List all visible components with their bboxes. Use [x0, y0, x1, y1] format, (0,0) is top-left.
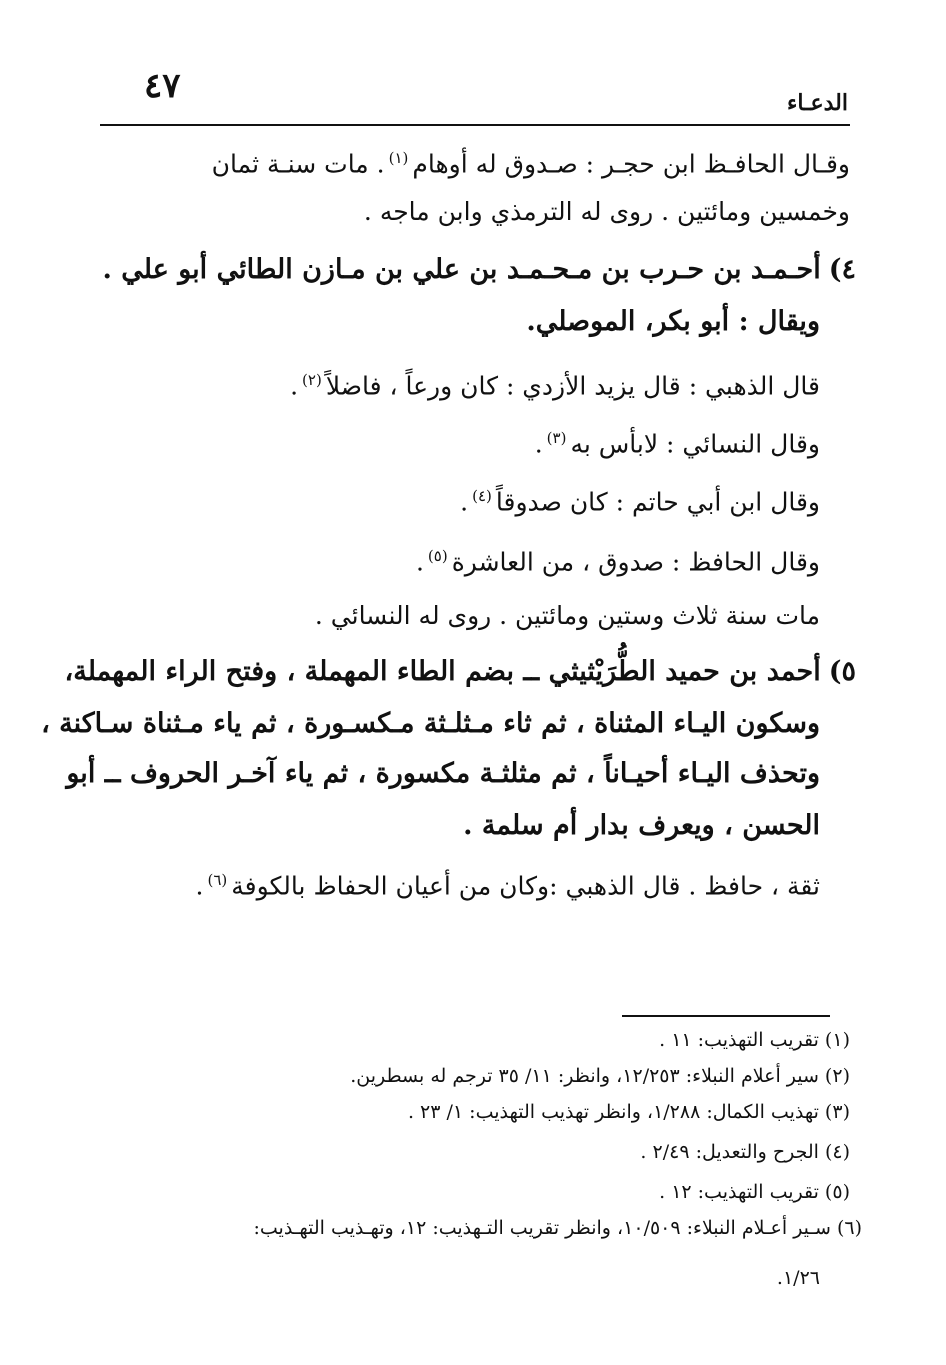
footnote: (٦) سـير أعـلام النبلاء: ١٠/٥٠٩، وانظر تقريب التـهذيب: ١٢، وتهـذيب التهـذيب:: [253, 1217, 862, 1239]
footnote: (٥) تقريب التهذيب: ١٢ .: [659, 1181, 850, 1203]
text-line: وقـال الحافـظ ابن حجـر : صـدوق له أوهام$^{(١)}$. مات سنـة ثمان: [211, 149, 850, 179]
quote-line: وقال الحافظ : صدوق ، من العاشرة$^{(٥)}$.: [415, 547, 820, 577]
entry-5-line: وسكون اليـاء المثناة ، ثم ثاء مـثلـثة مـكسـورة ، ثم ياء مـثناة سـاكنة ،: [41, 708, 820, 739]
entry-4-heading: ٤)أحـمـد بن حـرب بن مـحـمـد بن علي بن مـازن الطائي أبو علي .: [102, 254, 856, 285]
quote-line: ثقة ، حافظ . قال الذهبي :وكان من أعيان الحفاظ بالكوفة$^{(٦)}$.: [195, 871, 820, 901]
footnote-separator: [622, 1015, 830, 1017]
page-number: ٤٧: [144, 66, 181, 106]
footnote: (٢) سير أعلام النبلاء: ١٢/٢٥٣، وانظر: ١١/ ٣٥ ترجم له بسطرين.: [350, 1065, 850, 1087]
footnote-continuation: ١/٢٦.: [776, 1267, 820, 1289]
quote-line: وقال ابن أبي حاتم : كان صدوقاً$^{(٤)}$.: [460, 487, 820, 517]
footnote-ref: (١): [388, 149, 409, 167]
quote-line: قال الذهبي : قال يزيد الأزدي : كان ورعاً ، فاضلاً$^{(٢)}$.: [290, 371, 820, 401]
quote-line: وقال النسائي : لابأس به$^{(٣)}$.: [534, 429, 820, 459]
footnote-ref: (٣): [546, 429, 567, 447]
footnote-ref: (٤): [472, 487, 492, 505]
entry-number: ٤): [828, 254, 856, 285]
footnote-ref: (٦): [207, 871, 228, 889]
page-header: [100, 62, 850, 132]
quote-line: مات سنة ثلاث وستين ومائتين . روى له النسائي .: [314, 601, 820, 630]
text-line: وخمسين ومائتين . روى له الترمذي وابن ماجه .: [363, 197, 850, 226]
footnote: (٣) تهذيب الكمال: ١/٢٨٨، وانظر تهذيب التهذيب: ١/ ٢٣ .: [407, 1101, 850, 1123]
entry-5-heading: ٥)أحمد بن حميد الطُّرَيْثيثي ــ بضم الطاء المهملة ، وفتح الراء المهملة،: [64, 656, 856, 687]
running-head: الدعـاء: [787, 90, 848, 116]
footnote: (١) تقريب التهذيب: ١١ .: [659, 1029, 850, 1051]
entry-5-line: الحسن ، ويعرف بدار أم سلمة .: [463, 810, 820, 841]
header-rule: [100, 124, 850, 126]
footnote: (٤) الجرح والتعديل: ٢/٤٩ .: [640, 1141, 850, 1163]
footnote-ref: (٥): [427, 547, 448, 565]
entry-4-heading-cont: ويقال : أبو بكر، الموصلي.: [526, 306, 820, 337]
footnote-ref: (٢): [302, 371, 322, 389]
entry-5-line: وتحذف اليـاء أحيـاناً ، ثم مثلثـة مكسورة ، ثم ياء آخـر الحروف ــ أبو: [66, 758, 820, 789]
entry-number: ٥): [828, 656, 856, 687]
